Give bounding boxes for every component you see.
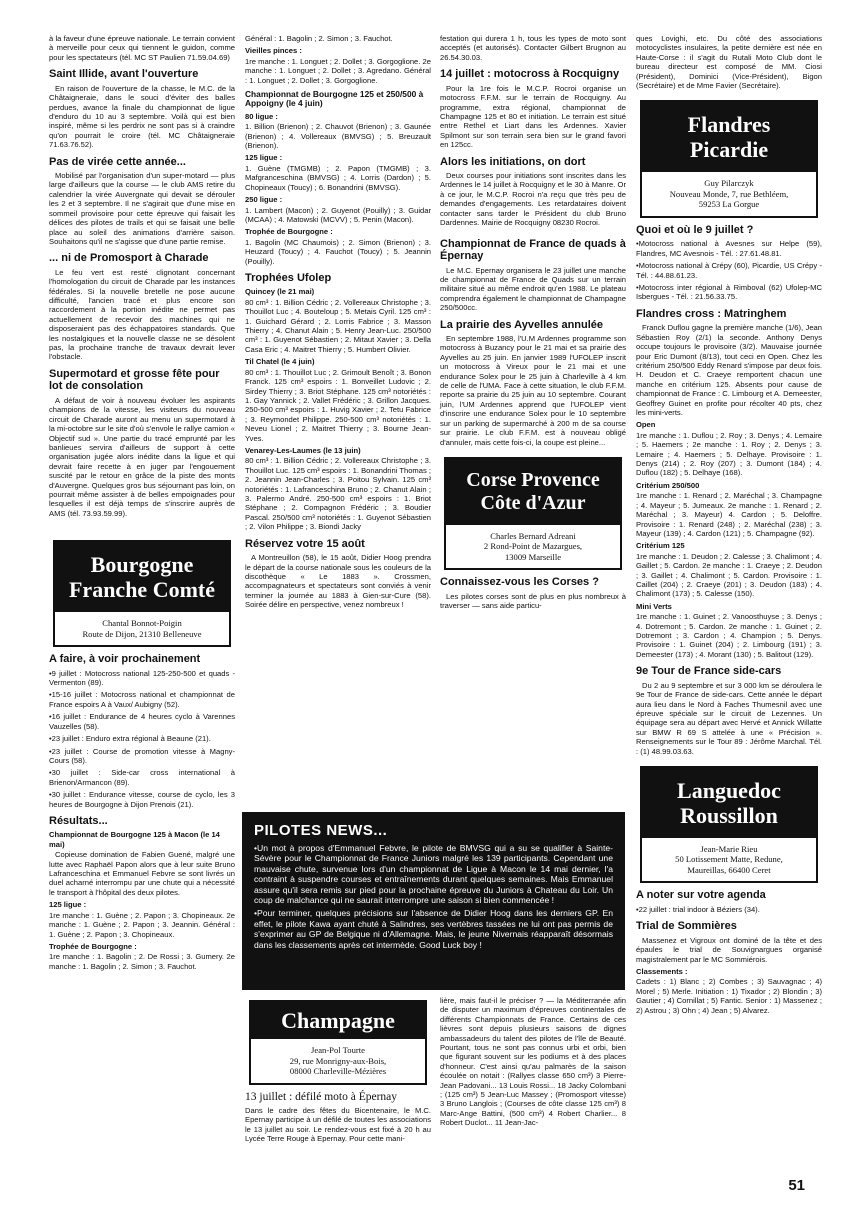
headline-ayvelles: La prairie des Ayvelles annulée bbox=[440, 318, 604, 331]
subhead-crit250: Critérium 250/500 bbox=[636, 480, 700, 490]
article-saint-illide: En raison de l'ouverture de la chasse, le M.C. de la Châtaigneraie, dans le souci d'éviter des balles perdues, avance la finale du championnat de ligue d'enduro du 10 au 3 septembre. Voilà qui est bien inspiré, même si les perdrix ne sont pas si à craindre qu'on pourrait le croire (tél. MC Châtaigneraie 71.63.76.52). bbox=[49, 83, 235, 150]
column-3 bbox=[440, 34, 626, 614]
article-ayvelles: En septembre 1988, l'U.M Ardennes programme son motocross à Buzancy pour le 21 mai et sa prairie des Ayvelles au 25 juin. En janvier 1989 l'UFOLEP inscrit un motocross à Vireux pour le 21 mai et une endurance Solex pour le 25 juin à Charleville à 4 km de celle de l'UMA. Face à cette situation, le club F.F.M. reporte sa prairie du 25 juin au 10 septembre. Courant juin, l'UM Ardennes apprend que l'UFOLEP vient d'inscrire une endurance Solex pour le 10 septembre sur un parking de supermarché à 200 m de sa course sur prairie. Le club F.F.M. est à nouveau obligé d'annuler, mais cette fois-ci, la coupe est pleine... bbox=[440, 334, 626, 447]
headline-corses: Connaissez-vous les Corses ? bbox=[440, 576, 599, 589]
subhead-champ125: Championnat de Bourgogne 125 à Macon (le 14 mai) bbox=[49, 830, 220, 849]
article-sidecars: Du 2 au 9 septembre et sur 3 000 km se déroulera le 9e Tour de France de side-cars. Cette année le départ aura lieu dans le Nord à Faches Thumesnil avec une épreuve spéciale sur le circuit de Lezennes. Un équipage sera au départ avec Hervé et Annick Willatte sur BMW R 69 S attelée à une « Précision ». Renseignements sur le Tour 89 : Jérôme Marchal. Tél. : (1) 48.99.03.63. bbox=[636, 680, 822, 756]
agenda-item: • 15-16 juillet : Motocross national et championnat de France espoirs A à Vaux/ Aubigny (52). bbox=[49, 690, 235, 709]
column-3-lower bbox=[440, 996, 626, 1131]
column-1 bbox=[49, 34, 235, 974]
agenda-item: • 16 juillet : Endurance de 4 heures cyclo à Varennes Vauzelles (58). bbox=[49, 712, 235, 731]
results-vieilles: 1re manche : 1. Longuet ; 2. Dollet ; 3. Gorgoglione. 2e manche : 1. Longuet ; 2. Dollet ; 3. Agredano. Général : 1. Longuet ; 2. Dollet ; 3. Gorgoglione. bbox=[245, 56, 431, 85]
results-125ligue: 1re manche : 1. Guène ; 2. Papon ; 3. Chopineaux. 2e manche : 1. Guène ; 2. Papon ; 3. Jeannin. Général : 1. Guène ; 2. Papon ; 3. Chopineaux. bbox=[49, 910, 235, 939]
region-box-champagne bbox=[249, 1000, 427, 1085]
region-title: Corse Provence Côte d'Azur bbox=[446, 459, 620, 525]
agenda-item: • 22 juillet : trial indoor à Béziers (34). bbox=[636, 905, 822, 914]
headline-viree: Pas de virée cette année... bbox=[49, 155, 186, 168]
headline-resultats: Résultats... bbox=[49, 814, 108, 827]
agenda-item: • 23 juillet : Course de promotion vitesse à Magny-Cours (58). bbox=[49, 747, 235, 766]
region-box-bourgogne bbox=[53, 540, 231, 647]
headline-charade: ... ni de Promosport à Charade bbox=[49, 252, 209, 265]
article-champ125: Copieuse domination de Fabien Guené, malgré une lutte avec Raphaël Papon alors que à leur suite Bruno Lafranceschina et Emmanuel Febvre se sont livrés un duel acharné interrompu par une chute qui a nécessité le transport à l'hôpital des deux pilotes. bbox=[49, 850, 235, 897]
article-initiations: Deux courses pour initiations sont inscrites dans les Ardennes le 14 juillet à Rocquigny et le 30 à Manre. Or à ce jour, le M.C.P. Rocroi n'a reçu que très peu de demandes d'engagements. Les retardataires doivent contacter sans tarder le Président du club Bruno Dardennes. Mairie de Rocquigny 08230 Rocroi. bbox=[440, 171, 626, 228]
headline-sommieres: Trial de Sommières bbox=[636, 920, 737, 933]
column-2-lower bbox=[245, 996, 431, 1147]
article-continued: festation qui durera 1 h, tous les types de moto sont acceptés (et autorisés). Contacter Gilbert Brugnon au 26.54.30.03. bbox=[440, 34, 626, 62]
article-epernay: Dans le cadre des fêtes du Bicentenaire, le M.C. Epernay participe à un défilé de toutes les associations le 13 juillet au soir. Le rendez-vous est fixé à 20 h au Lycée Terre Rouge à Epernay. Pour cette mani- bbox=[245, 1106, 431, 1144]
article-reservez: A Montreuillon (58), le 15 août, Didier Hoog prendra le départ de la course nationale sous les couleurs de la discothèque « Le 1883 ». Crossmen, accompagnateurs et spectateurs sont conviés à venir terminer la journée au 1883 à Gien-sur-Cure (58). Soirée délire en perspective, venez nombreux ! bbox=[245, 553, 431, 610]
results-tilchatel: 80 cm³ : 1. Thouillot Luc ; 2. Grimoult Benoît ; 3. Bonon Franck. 125 cm³ espoirs : 1. Bonveillet Ludovic ; 2. Sirdey Thierry ; 3. Briot Stéphane. 125 cm³ notoriétés : 1. Gay Yannick ; 2. Vallet Frédéric ; 3. Grillon Jacques. 250-500 cm³ espoirs : 1. Huvig Xavier ; 2. Tetu Fabrice ; 3. Reymondet Philippe. 250-500 cm³ notoriétés : 1. Neveu Lionel ; 2. Maitret Thierry ; 3. Bourne Jean-Yves. bbox=[245, 367, 431, 443]
subhead-250: 250 ligue : bbox=[245, 195, 283, 205]
results-classements: Cadets : 1) Blanc ; 2) Combes ; 3) Sauvagnac ; 4) Morel ; 5) Merle. Initiation : 1) Tixador ; 2) Blondin ; 3) Gautier ; 4) Cornillat ; 5) Fantic. Senior : 1) Massenez ; 2) Astrou ; 3) Ohn ; 4) Jean ; 5) Alvarez. bbox=[636, 977, 822, 1015]
page-number: 51 bbox=[788, 1177, 805, 1194]
article-quads: Le M.C. Epernay organisera le 23 juillet une manche de championnat de France de Quads sur un terrain militaire situé au même endroit qu'en 1988. Le plateau comprendra également le championnat de Champagne 250/500cc. bbox=[440, 265, 626, 313]
results-80: 1. Billion (Brienon) ; 2. Chauvot (Brienon) ; 3. Gaunée (Brienon) ; 4. Vollereaux (BMVSG) ; 5. Breuzault (Brienon). bbox=[245, 122, 431, 151]
article-supermotard: A défaut de voir à nouveau évoluer les aspirants champions de la vitesse, les visiteurs du nouveau circuit de Charade auront au menu un supermotard à la mi-octobre sur le site d'où s'envole le rallye camion « Objectif sud ». Une partie du tracé emprunté par les banlieues servira d'ailleurs de support à cette organisation jugée alors inédite dans la ligue et qui devrait faire recette à en juger par l'engouement suscité par le retour en grâce de la piste des monts d'Auvergne. Quelques gros bus séjournant pas loin, on pourrait même assister à de belles empoignades pour lesquelles il est déjà temps de s'inscrire auprès de AMS (tél. 73.93.59.99). bbox=[49, 395, 235, 518]
results-mini: 1re manche : 1. Guinet ; 2. Vanoosthuyse ; 3. Denys ; 4. Dotremont ; 5. Cardon. 2e manche : 1. Guinet ; 2. Dotremont ; 3. Cardon ; 4. Champion ; 5. Denys. Provisoire : 1. Guinet (204) ; 2. Limbourg (191) ; 3. Demeester (173) ; 4. Morant (130) ; 5. Balitout (129). bbox=[636, 612, 822, 659]
results-crit250: 1re manche : 1. Renard ; 2. Maréchal ; 3. Champagne ; 4. Mayeur ; 5. Jumeaux. 2e manche : 1. Renard ; 2. Maréchal ; 3. Mayeur) 4. Cardon ; 5. Deloffre. Provisoire : 1. Renard (248) ; 2. Maréchal (238) ; 3. Mayeur (139) ; 4. Cardon (121) ; 5. Champagne (92). bbox=[636, 491, 822, 538]
subhead-80: 80 ligue : bbox=[245, 111, 278, 121]
subhead-vieilles: Vieilles pinces : bbox=[245, 46, 302, 56]
results-250: 1. Lambert (Macon) ; 2. Guyenot (Pouilly) ; 3. Guidar (MCAA) ; 4. Matowski (MCVV) ; 5. Penin (Macon). bbox=[245, 205, 431, 224]
headline-quads: Championnat de France de quads à Épernay bbox=[440, 237, 626, 262]
article-viree: Mobilisé par l'organisation d'un super-motard — plus large d'ailleurs que la course — le club AMS retire du calendrier la virée Auvergnate qui devait se dérouler les 2 et 3 septembre. Il ne s'agirait que d'une mise en sommeil provisoire pour cette épreuve qui faisait les délices des pilotes de trails et qui se faisait une belle place au soleil des animations d'arrière saison. Souhaitons qu'il ne s'agisse que d'une partie remise. bbox=[49, 171, 235, 246]
region-title: Languedoc Roussillon bbox=[642, 768, 816, 838]
headline-initiations: Alors les initiations, on dort bbox=[440, 155, 586, 168]
subhead-classements: Classements : bbox=[636, 967, 688, 977]
event-item: • Motocross national à Crépy (60), Picardie, US Crépy - Tél. : 44.88.61.23. bbox=[636, 261, 822, 280]
region-address: Jean-Pol Tourte 29, rue Monrigny-aux-Bois, 08000 Charleville-Mézières bbox=[289, 1045, 387, 1076]
subhead-125ligue: 125 ligue : bbox=[49, 900, 87, 910]
results-trophee: 1re manche : 1. Bagolin ; 2. De Rossi ; 3. Gumery. 2e manche : 1. Bagolin ; 2. Simon ; 3. Fauchot. bbox=[49, 952, 235, 971]
results-quincey: 80 cm³ : 1. Billion Cédric ; 2. Vollereaux Christophe ; 3. Thouillot Luc ; 4. Bouteloup ; 5. Metais Cyril. 125 cm³ : 1. Guichard Gérard ; 2. Lorris Fabrice ; 3. Masson Thierry ; 4. Chanut Alain ; 5. Henry Jean-Luc. 250/500 cm³ : 1. Guyenot Sébastien ; 2. Mitaut Xavier ; 3. Della Casa Eric ; 4. Maitret Thierry ; 5. Humbert Olivier. bbox=[245, 297, 431, 354]
article-charade: Le feu vert est resté clignotant concernant l'homologation du circuit de Charade par les instances fédérales. Si la nouvelle bretelle ne pose aucune difficulté, l'ancien tracé et plus encore son raccordement à la portion inédite ne permet pas actuellement de recevoir des machines qui ne disposeraient pas des échappatoires standards. Que les nostalgiques et la nouvelle classe ne se désolent pas, la prochaine tranche de travaux devrait lever l'obstacle. bbox=[49, 267, 235, 362]
headline-saint-illide: Saint Illide, avant l'ouverture bbox=[49, 68, 199, 81]
headline-agenda: A noter sur votre agenda bbox=[636, 889, 766, 902]
headline-sidecars: 9e Tour de France side-cars bbox=[636, 665, 782, 678]
region-box-flandres bbox=[640, 100, 818, 218]
headline-ufolep: Trophées Ufolep bbox=[245, 271, 332, 284]
article-corses-end: ques Lovighi, etc. Du côté des associations motocyclistes insulaires, la petite dernière est née en Haute-Corse : il s'agit du Rutali Moto Club dont le bureau directeur est composé de MM. Ciosi (Président), Dominici (Vice-Président), Bigon (Secrétaire) et de Mme Favier (Secrétaire). bbox=[636, 34, 822, 91]
agenda-item: • 30 juillet : Endurance vitesse, course de cyclo, les 3 heures de Bourgogne à Dijon Prenois (21). bbox=[49, 790, 235, 809]
subhead-trophee: Trophée de Bourgogne : bbox=[245, 227, 333, 237]
region-address: Chantal Bonnot-Poigin Route de Dijon, 21310 Belleneuve bbox=[82, 618, 202, 639]
subhead-mini: Mini Verts bbox=[636, 601, 672, 611]
headline-ou: Quoi et où le 9 juillet ? bbox=[636, 223, 754, 236]
region-title: Bourgogne Franche Comté bbox=[55, 542, 229, 612]
results-trophee: 1. Bagolin (MC Chaumois) ; 2. Simon (Brienon) ; 3. Heuzard (Toucy) ; 4. Fauchot (Toucy) ; 5. Jeannin (Pouilly). bbox=[245, 237, 431, 266]
region-box-languedoc bbox=[640, 766, 818, 884]
subhead-appoigny: Championnat de Bourgogne 125 et 250/500 à Appoigny (le 4 juin) bbox=[245, 89, 424, 109]
event-item: • Motocross national à Avesnes sur Helpe (59), Flandres, MC Avesnois - Tél. : 27.61.48.81. bbox=[636, 239, 822, 258]
subhead-open: Open bbox=[636, 420, 656, 430]
headline-supermotard: Supermotard et grosse fête pour lot de consolation bbox=[49, 367, 220, 393]
article-rocquigny: Pour la 1re fois le M.C.P. Rocroi organise un motocross F.F.M. sur le terrain de Rocquigny. Au programme, extra régional, championnat de Champagne 125 et 80 et initiation. Le terrain est situé entre Rethel et Liart dans les Ardennes. Xavier Spilmont sur son terrain sera bien sur le grand favori en 125cc. bbox=[440, 83, 626, 150]
agenda-item: • 30 juillet : Side-car cross international à Brienon/Armancon (89). bbox=[49, 768, 235, 787]
region-address: Charles Bernard Adreani 2 Rond-Point de Mazargues, 13009 Marseille bbox=[483, 530, 583, 562]
results-crit125: 1re manche : 1. Deudon ; 2. Calesse ; 3. Chalimont ; 4. Gaillet ; 5. Cardon. 2e manche : 1. Craeye ; 2. Deudon ; 3. Gaillet ; 4. Chalimont ; 5. Cardon. Provisoire : 1. Caillet (204) ; 2. Craeye (201) ; 3. Deudon (183) ; 4. Chalimont (173) ; 5. Calesse (150). bbox=[636, 551, 822, 599]
article-matringhem: Franck Duflou gagne la première manche (1/6), Jean Sébastien Roy (2/1) la seconde. Anthony Denys occupe toujours le provisoire (3/2). Mauvaise journée pour Eric Dumont (8/13), tout ceci en Open. Chez les critérium 250/500 Eddy Renard s'impose par deux fois. H. Deudon et C. Craeye remportent chacun une manche en critérium 125. Absents pour cause de championnat de France : C. Limbourg et A. Demeester, Geoffrey Guinet en profite pour récolter 40 pts, chez les mini-verts. bbox=[636, 323, 822, 418]
event-item: • Motocross inter régional à Rimboval (62) Ufolep-MC Isbergues - Tél. : 21.56.33.75. bbox=[636, 283, 822, 302]
article-corses: Les pilotes corses sont de plus en plus nombreux à traverser — sans aide particu- bbox=[440, 591, 626, 611]
news-title: PILOTES NEWS... bbox=[254, 822, 388, 839]
headline-agenda: A faire, à voir prochainement bbox=[49, 653, 201, 666]
results-general: Général : 1. Bagolin ; 2. Simon ; 3. Fauchot. bbox=[245, 34, 393, 43]
region-address: Jean-Marie Rieu 50 Lotissement Matte, Redune, Maureillas, 66400 Ceret bbox=[675, 843, 783, 875]
headline-matringhem: Flandres cross : Matringhem bbox=[636, 307, 787, 320]
column-4 bbox=[636, 34, 822, 1018]
column-2 bbox=[245, 34, 431, 613]
region-title: Flandres Picardie bbox=[642, 102, 816, 172]
agenda-item: • 9 juillet : Motocross national 125-250-500 et quads - Vermenton (89). bbox=[49, 669, 235, 688]
subhead-125: 125 ligue : bbox=[245, 153, 283, 163]
headline-reservez: Réservez votre 15 août bbox=[245, 537, 365, 550]
region-address: Guy Pilarczyk Nouveau Monde, 7, rue Bethléem, 59253 La Gorgue bbox=[669, 178, 789, 210]
results-open: 1re manche : 1. Duflou ; 2. Roy ; 3. Denys ; 4. Lemaire ; 5. Haemers ; 2e manche : 1. Roy ; 2. Denys ; 3. Lemaire ; 4. Haemers ; 5. Delhaye. Provisoire : 1. Denys (214) ; 2. Roy (207) ; 3. Dumont (184) ; 4. Duflou (182) ; 5. Delhaye (168). bbox=[636, 430, 822, 478]
region-title: Champagne bbox=[251, 1002, 425, 1039]
article-corses-continued: lière, mais faut-il le préciser ? — la Méditerranée afin de disputer un maximum d'épreuves continentales de différents Championnats de France. Certains de ces lièvres sont depuis plusieurs saisons de dignes ambassadeurs du talent des pilotes de l'île de Beauté. Pourtant, tous ne sont pas connus urbi et orbi, bien que figurant souvent sur les podiums et à des places d'honneur. C'est ainsi qu'au palmarès de la saison écoulée on notait : (Rallyes classe 650 cm³) 3 Pierre-Jean Padovani... 13 Louis Rossi... 18 Jacky Colombani ; (125 cm³) 5 Jean-Luc Massey ; (Promosport vitesse) 3 Bruno Langlois ; (Courses de côte classe 125 cm³) 8 Marc-Ange Battini, (500 cm³) 4 Robert Charlier... 8 Robert Duclot... 11 Jean-Jac- bbox=[440, 996, 626, 1128]
subhead-crit125: Critérium 125 bbox=[636, 541, 685, 551]
subhead-quincey: Quincey (le 21 mai) bbox=[245, 287, 315, 297]
headline-epernay: 13 juillet : défilé moto à Épernay bbox=[245, 1090, 398, 1103]
article-intro: à la faveur d'une épreuve nationale. Le terrain convient à merveille pour ceux qui tiennent le guidon, comme pour les spectateurs (tél. MC ST Paulien 71.59.04.69) bbox=[49, 34, 235, 62]
article-sommieres: Massenez et Vigroux ont dominé de la tête et des épaules le trial de Souvignargues organisé magistralement par le MC Sommiérois. bbox=[636, 935, 822, 964]
results-venarey: 80 cm³ : 1. Billion Cédric ; 2. Vollereaux Christophe ; 3. Thouillot Luc. 125 cm³ espoirs : 1. Bonandrini Thomas ; 2. Jeannin Jean-Charles ; 3. Poitou Sylvain. 125 cm³ notoriétés : 1. Lafranceschina Bruno ; 2. Chanut Alain ; 3. Palermo André. 250-500 cm³ espoirs : 1. Briot Stéphane ; 2. Compagnon Frédéric ; 3. Boudier Pascal. 250/500 cm³ notoriétés : 1. Guyenot Sébastien ; 2. Vilon Philippe ; 3. Biondi Jacky bbox=[245, 456, 431, 532]
subhead-trophee: Trophée de Bourgogne : bbox=[49, 941, 137, 951]
news-item: • Pour terminer, quelques précisions sur l'absence de Didier Hoog dans les derniers GP. En effet, le pilote Kawa ayant chuté à Salindres, ses vertèbres tassées ne lui ont pas permis de s'exprimer au GP de Belgique ni d'Allemagne. Mais, le jeune Nivernais réapparaît désormais dans les classements après cet intermède. Good Luck boy ! bbox=[254, 908, 613, 950]
subhead-tilchatel: Til Chatel (le 4 juin) bbox=[245, 357, 315, 367]
agenda-item: • 23 juillet : Enduro extra régional à Beaune (21). bbox=[49, 734, 235, 743]
subhead-venarey: Venarey-Les-Laumes (le 13 juin) bbox=[245, 445, 361, 455]
headline-rocquigny: 14 juillet : motocross à Rocquigny bbox=[440, 68, 620, 81]
results-125: 1. Guène (TMGMB) ; 2. Papon (TMGMB) ; 3. Mafgranceschina (BMVSG) ; 4. Lorris (Dardon) ; 5. Chopineaux (Toucy) ; 6. Bonandrini (BMVSG). bbox=[245, 163, 431, 192]
region-box-corse bbox=[444, 457, 622, 571]
pilotes-news-box bbox=[242, 812, 625, 990]
news-item: • Un mot à propos d'Emmanuel Febvre, le pilote de BMVSG qui a su se qualifier à Sainte-Sévère pour le Championnat de France Juniors malgré les 139 participants. Cependant une mauvaise chute, survenue lors d'un championnat de Ligue à Macon le 14 mai dernier, l'a contraint à suspendre courses et entraînements durant quelques semaines. Mais Emmanuel assure qu'il sera remis sur pied pour la prochaine épreuve du Juniors à Chateau du Loir. Un coup de malchance qui ne saurait interrompre une saison si bien commencée ! bbox=[254, 843, 613, 905]
